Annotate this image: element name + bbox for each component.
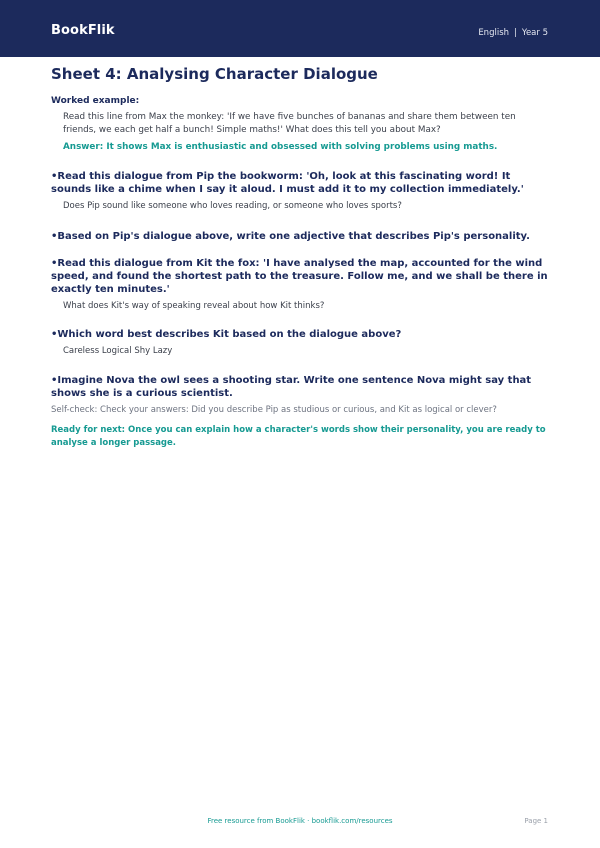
footer — [0, 817, 600, 829]
question-text: Which word best describes Kit based on the dialogue above? — [57, 329, 402, 340]
question-2 — [51, 230, 551, 243]
bullet: • — [51, 375, 58, 386]
question-4 — [51, 328, 551, 341]
question-4-options: Careless Logical Shy Lazy — [63, 346, 173, 356]
header-bar — [0, 0, 600, 57]
worked-example-text: Read this line from Max the monkey: 'If we have five bunches of bananas and share them between ten friends, we each get half a bunch! Simple maths!' What does this tell you about Max? — [63, 112, 516, 135]
bullet: • — [51, 231, 58, 242]
year-label: Year 5 — [521, 28, 548, 38]
question-3 — [51, 257, 551, 296]
brand-logo[interactable]: BookFlik — [51, 23, 115, 38]
question-text: Based on Pip's dialogue above, write one adjective that describes Pip's personality. — [57, 231, 530, 242]
separator: | — [514, 28, 517, 38]
subject-year — [478, 28, 548, 38]
question-text: Imagine Nova the owl sees a shooting star. Write one sentence Nova might say that shows she is a curious scientist. — [51, 375, 532, 399]
question-1-prompt: Does Pip sound like someone who loves reading, or someone who loves sports? — [63, 201, 402, 211]
question-5 — [51, 374, 551, 400]
question-1 — [51, 170, 551, 196]
question-text: Read this dialogue from Pip the bookworm: 'Oh, look at this fascinating word! It sounds like a chime when I say it aloud. I must add it to my collection immediately.' — [51, 171, 524, 195]
bullet: • — [51, 258, 58, 269]
question-text: Read this dialogue from Kit the fox: 'I have analysed the map, accounted for the wind speed, and found the shortest path to the treasure. Follow me, and we shall be there in exactly ten minutes.' — [51, 258, 548, 295]
worked-example-answer: Answer: It shows Max is enthusiastic and obsessed with solving problems using maths. — [63, 142, 498, 152]
worked-example-label: Worked example: — [51, 96, 140, 106]
bullet: • — [51, 329, 58, 340]
subject-label: English — [478, 28, 510, 38]
worksheet-content — [51, 64, 551, 450]
footer-credit-link[interactable]: Free resource from BookFlik · bookflik.com/resources — [207, 817, 393, 825]
question-3-prompt: What does Kit's way of speaking reveal about how Kit thinks? — [63, 301, 325, 311]
sheet-title: Sheet 4: Analysing Character Dialogue — [51, 65, 378, 83]
page-number: Page 1 — [524, 817, 548, 825]
ready-for-next: Ready for next: Once you can explain how a character's words show their personality, you are ready to analyse a longer passage. — [51, 425, 546, 448]
bullet: • — [51, 171, 58, 182]
self-check: Self-check: Check your answers: Did you describe Pip as studious or curious, and Kit as logical or clever? — [51, 405, 497, 415]
